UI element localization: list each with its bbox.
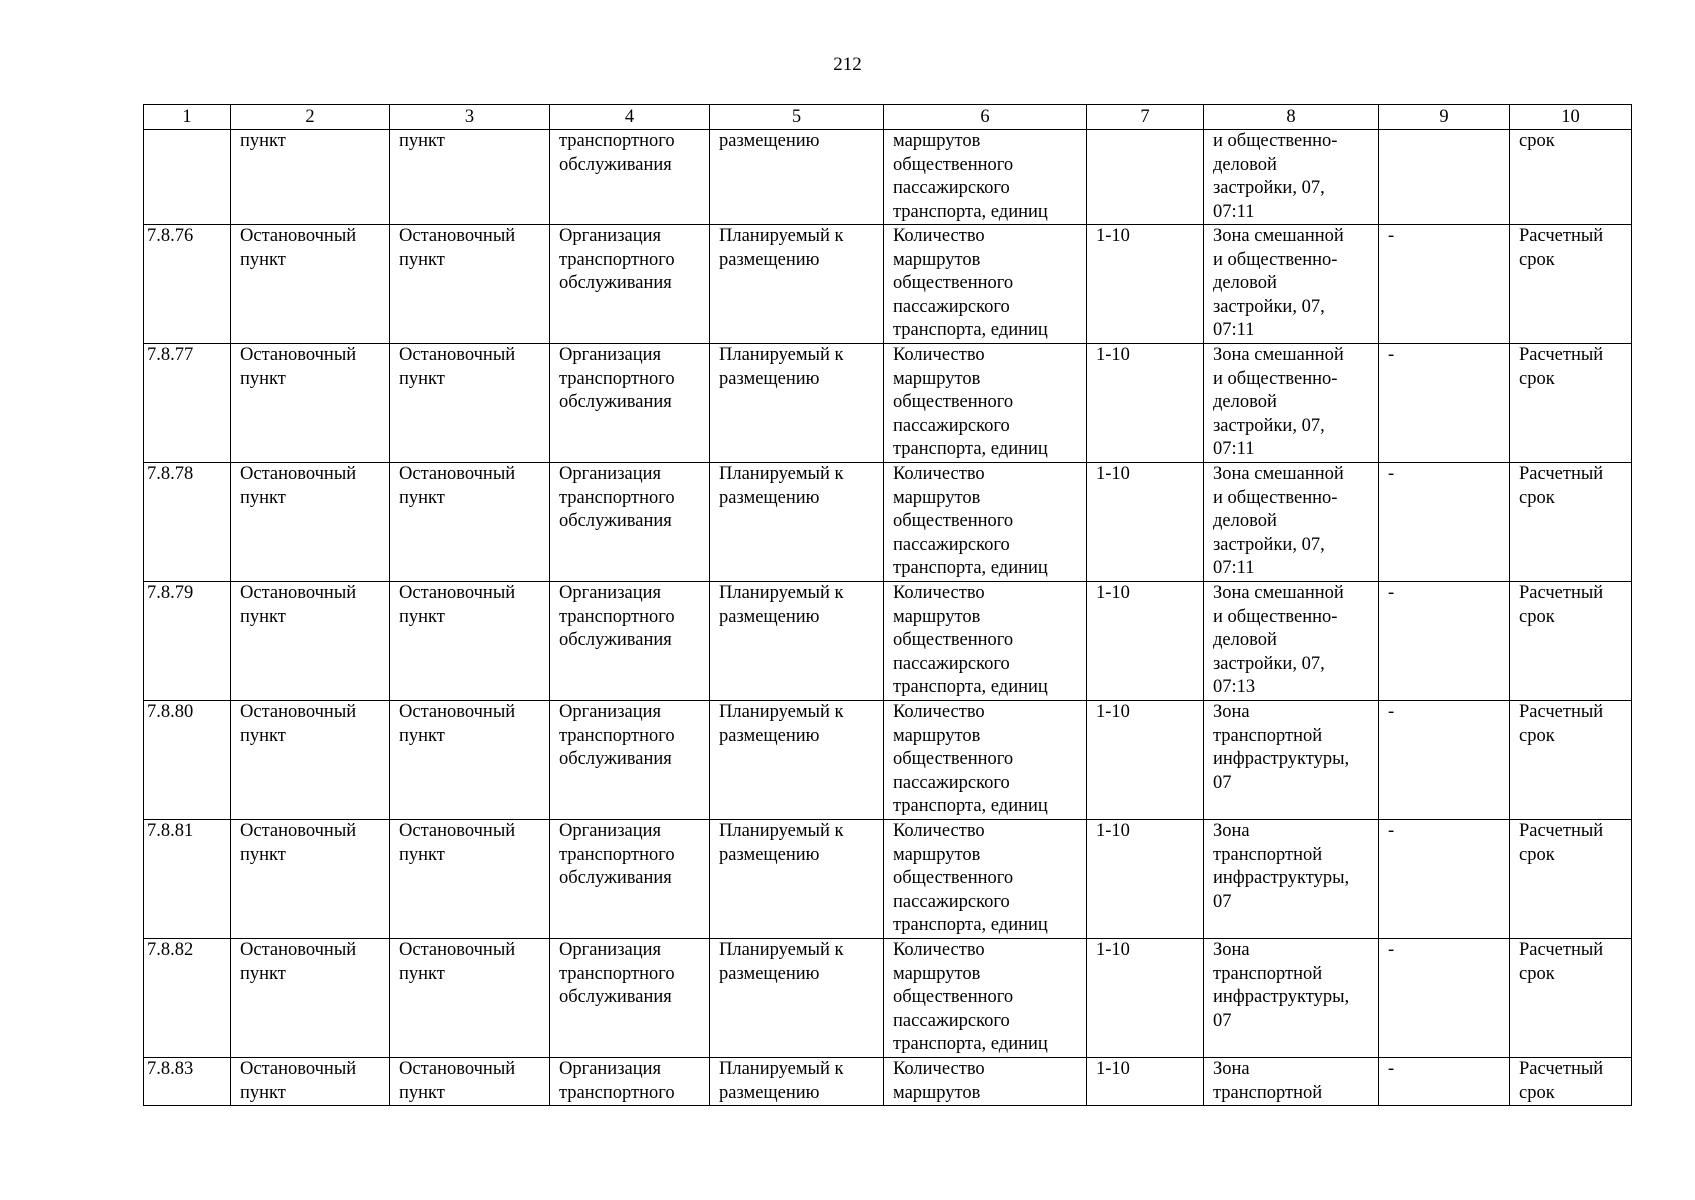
cell-text: 7.8.76 bbox=[147, 226, 194, 246]
cell-text: Организация транспортного обслуживания bbox=[559, 702, 675, 769]
page-number: 212 bbox=[833, 54, 862, 75]
purpose-cell bbox=[550, 701, 710, 820]
purpose-cell bbox=[550, 939, 710, 1058]
row-number-cell bbox=[144, 701, 231, 820]
status-cell bbox=[710, 701, 884, 820]
cell-text: - bbox=[1388, 821, 1395, 841]
term-cell bbox=[1510, 582, 1632, 701]
cell-text: Остановочный пункт bbox=[240, 821, 357, 865]
value-cell bbox=[1087, 939, 1204, 1058]
term-cell bbox=[1510, 463, 1632, 582]
cell-text: Остановочный пункт bbox=[240, 345, 357, 389]
cell-text: Остановочный пункт bbox=[399, 226, 516, 270]
cell-text: - bbox=[1388, 1059, 1395, 1079]
value-cell bbox=[1087, 225, 1204, 344]
protection-zone-cell bbox=[1379, 130, 1510, 225]
protection-zone-cell bbox=[1379, 939, 1510, 1058]
cell-text: и общественно- деловой застройки, 07, 07:11 bbox=[1213, 131, 1338, 222]
cell-text: 7.8.81 bbox=[147, 821, 194, 841]
object-type-cell bbox=[390, 939, 550, 1058]
status-cell bbox=[710, 1058, 884, 1106]
cell-text: 7.8.80 bbox=[147, 702, 194, 722]
object-type-cell bbox=[390, 1058, 550, 1106]
cell-text: Организация транспортного обслуживания bbox=[559, 821, 675, 888]
object-name-cell bbox=[231, 1058, 390, 1106]
cell-text: Расчетный срок bbox=[1519, 1059, 1604, 1103]
term-cell bbox=[1510, 820, 1632, 939]
column-header: 7 bbox=[1087, 105, 1204, 130]
cell-text: 1-10 bbox=[1096, 821, 1130, 841]
column-header: 1 bbox=[144, 105, 231, 130]
cell-text: Количество маршрутов общественного пассажирского транспорта, единиц bbox=[893, 702, 1048, 816]
characteristic-cell bbox=[884, 820, 1087, 939]
cell-text: Остановочный пункт bbox=[399, 345, 516, 389]
cell-text: Расчетный срок bbox=[1519, 940, 1604, 984]
cell-text: Планируемый к размещению bbox=[719, 345, 844, 389]
table-row bbox=[144, 939, 1632, 1058]
cell-text: 1-10 bbox=[1096, 345, 1130, 365]
cell-text: Количество маршрутов общественного пассажирского транспорта, единиц bbox=[893, 345, 1048, 459]
zone-cell bbox=[1204, 939, 1379, 1058]
status-cell bbox=[710, 225, 884, 344]
cell-text: Зона смешанной и общественно- деловой застройки, 07, 07:11 bbox=[1213, 345, 1344, 459]
status-cell bbox=[710, 130, 884, 225]
table-row bbox=[144, 130, 1632, 225]
cell-text: 1-10 bbox=[1096, 464, 1130, 484]
cell-text: Зона смешанной и общественно- деловой застройки, 07, 07:13 bbox=[1213, 583, 1344, 697]
value-cell bbox=[1087, 463, 1204, 582]
object-type-cell bbox=[390, 344, 550, 463]
cell-text: пункт bbox=[399, 131, 445, 151]
cell-text: Расчетный срок bbox=[1519, 821, 1604, 865]
cell-text: Остановочный пункт bbox=[240, 464, 357, 508]
cell-text: размещению bbox=[719, 131, 820, 151]
term-cell bbox=[1510, 130, 1632, 225]
cell-text: 1-10 bbox=[1096, 702, 1130, 722]
object-name-cell bbox=[231, 582, 390, 701]
cell-text: Зона смешанной и общественно- деловой застройки, 07, 07:11 bbox=[1213, 226, 1344, 340]
column-header: 2 bbox=[231, 105, 390, 130]
cell-text: Организация транспортного обслуживания bbox=[559, 226, 675, 293]
cell-text: Остановочный пункт bbox=[399, 821, 516, 865]
characteristic-cell bbox=[884, 463, 1087, 582]
cell-text: 1-10 bbox=[1096, 1059, 1130, 1079]
cell-text: Организация транспортного обслуживания bbox=[559, 464, 675, 531]
cell-text: Количество маршрутов общественного пассажирского транспорта, единиц bbox=[893, 821, 1048, 935]
term-cell bbox=[1510, 225, 1632, 344]
status-cell bbox=[710, 463, 884, 582]
characteristic-cell bbox=[884, 344, 1087, 463]
value-cell bbox=[1087, 701, 1204, 820]
cell-text: срок bbox=[1519, 131, 1555, 151]
cell-text: Планируемый к размещению bbox=[719, 1059, 844, 1103]
purpose-cell bbox=[550, 1058, 710, 1106]
cell-text: 7.8.79 bbox=[147, 583, 194, 603]
cell-text: Остановочный пункт bbox=[240, 940, 357, 984]
cell-text: пункт bbox=[240, 131, 286, 151]
zone-cell bbox=[1204, 582, 1379, 701]
cell-text: 1-10 bbox=[1096, 940, 1130, 960]
protection-zone-cell bbox=[1379, 582, 1510, 701]
object-type-cell bbox=[390, 463, 550, 582]
header-row bbox=[144, 105, 1632, 130]
cell-text: - bbox=[1388, 940, 1395, 960]
cell-text: Остановочный пункт bbox=[399, 1059, 516, 1103]
cell-text: Зона транспортной bbox=[1213, 1059, 1323, 1103]
cell-text: Количество маршрутов общественного пассажирского транспорта, единиц bbox=[893, 464, 1048, 578]
object-type-cell bbox=[390, 225, 550, 344]
object-name-cell bbox=[231, 820, 390, 939]
zone-cell bbox=[1204, 820, 1379, 939]
object-type-cell bbox=[390, 582, 550, 701]
row-number-cell bbox=[144, 344, 231, 463]
zone-cell bbox=[1204, 130, 1379, 225]
characteristic-cell bbox=[884, 701, 1087, 820]
cell-text: Зона транспортной инфраструктуры, 07 bbox=[1213, 940, 1350, 1031]
status-cell bbox=[710, 820, 884, 939]
row-number-cell bbox=[144, 1058, 231, 1106]
purpose-cell bbox=[550, 130, 710, 225]
table-row bbox=[144, 463, 1632, 582]
zone-cell bbox=[1204, 225, 1379, 344]
object-type-cell bbox=[390, 130, 550, 225]
table-row bbox=[144, 225, 1632, 344]
term-cell bbox=[1510, 344, 1632, 463]
characteristic-cell bbox=[884, 939, 1087, 1058]
cell-text: Остановочный пункт bbox=[240, 1059, 357, 1103]
characteristic-cell bbox=[884, 130, 1087, 225]
status-cell bbox=[710, 582, 884, 701]
protection-zone-cell bbox=[1379, 701, 1510, 820]
cell-text: Количество маршрутов bbox=[893, 1059, 985, 1103]
cell-text: Количество маршрутов общественного пассажирского транспорта, единиц bbox=[893, 583, 1048, 697]
row-number-cell bbox=[144, 582, 231, 701]
table-row bbox=[144, 701, 1632, 820]
term-cell bbox=[1510, 939, 1632, 1058]
cell-text: Расчетный срок bbox=[1519, 702, 1604, 746]
zone-cell bbox=[1204, 701, 1379, 820]
column-header: 4 bbox=[550, 105, 710, 130]
cell-text: Планируемый к размещению bbox=[719, 583, 844, 627]
purpose-cell bbox=[550, 463, 710, 582]
cell-text: Расчетный срок bbox=[1519, 464, 1604, 508]
row-number-cell bbox=[144, 463, 231, 582]
value-cell bbox=[1087, 344, 1204, 463]
object-name-cell bbox=[231, 130, 390, 225]
row-number-cell bbox=[144, 820, 231, 939]
term-cell bbox=[1510, 1058, 1632, 1106]
column-header: 6 bbox=[884, 105, 1087, 130]
value-cell bbox=[1087, 820, 1204, 939]
cell-text: Остановочный пункт bbox=[399, 583, 516, 627]
object-name-cell bbox=[231, 939, 390, 1058]
cell-text: - bbox=[1388, 702, 1395, 722]
object-type-cell bbox=[390, 820, 550, 939]
status-cell bbox=[710, 344, 884, 463]
cell-text: Организация транспортного bbox=[559, 1059, 675, 1103]
cell-text: Остановочный пункт bbox=[240, 702, 357, 746]
cell-text: Остановочный пункт bbox=[240, 226, 357, 270]
row-number-cell bbox=[144, 130, 231, 225]
characteristic-cell bbox=[884, 225, 1087, 344]
cell-text: Планируемый к размещению bbox=[719, 226, 844, 270]
purpose-cell bbox=[550, 582, 710, 701]
cell-text: 7.8.82 bbox=[147, 940, 194, 960]
object-name-cell bbox=[231, 344, 390, 463]
column-header: 10 bbox=[1510, 105, 1632, 130]
cell-text: 7.8.78 bbox=[147, 464, 194, 484]
protection-zone-cell bbox=[1379, 463, 1510, 582]
characteristic-cell bbox=[884, 1058, 1087, 1106]
cell-text: Расчетный срок bbox=[1519, 345, 1604, 389]
cell-text: 1-10 bbox=[1096, 583, 1130, 603]
zone-cell bbox=[1204, 1058, 1379, 1106]
purpose-cell bbox=[550, 820, 710, 939]
cell-text: Организация транспортного обслуживания bbox=[559, 583, 675, 650]
table-row bbox=[144, 1058, 1632, 1106]
cell-text: - bbox=[1388, 583, 1395, 603]
status-cell bbox=[710, 939, 884, 1058]
cell-text: Планируемый к размещению bbox=[719, 821, 844, 865]
cell-text: Остановочный пункт bbox=[399, 702, 516, 746]
protection-zone-cell bbox=[1379, 820, 1510, 939]
cell-text: Планируемый к размещению bbox=[719, 940, 844, 984]
characteristic-cell bbox=[884, 582, 1087, 701]
protection-zone-cell bbox=[1379, 1058, 1510, 1106]
value-cell bbox=[1087, 130, 1204, 225]
cell-text: Зона смешанной и общественно- деловой застройки, 07, 07:11 bbox=[1213, 464, 1344, 578]
cell-text: Зона транспортной инфраструктуры, 07 bbox=[1213, 821, 1350, 912]
cell-text: - bbox=[1388, 345, 1395, 365]
cell-text: - bbox=[1388, 464, 1395, 484]
cell-text: 7.8.83 bbox=[147, 1059, 194, 1079]
column-header: 3 bbox=[390, 105, 550, 130]
row-number-cell bbox=[144, 939, 231, 1058]
purpose-cell bbox=[550, 344, 710, 463]
cell-text: Остановочный пункт bbox=[399, 940, 516, 984]
cell-text: маршрутов общественного пассажирского транспорта, единиц bbox=[893, 131, 1048, 222]
protection-zone-cell bbox=[1379, 225, 1510, 344]
term-cell bbox=[1510, 701, 1632, 820]
object-name-cell bbox=[231, 701, 390, 820]
protection-zone-cell bbox=[1379, 344, 1510, 463]
cell-text: Организация транспортного обслуживания bbox=[559, 345, 675, 412]
cell-text: Количество маршрутов общественного пассажирского транспорта, единиц bbox=[893, 226, 1048, 340]
table-row bbox=[144, 820, 1632, 939]
table-row bbox=[144, 344, 1632, 463]
cell-text: транспортного обслуживания bbox=[559, 131, 675, 175]
purpose-cell bbox=[550, 225, 710, 344]
row-number-cell bbox=[144, 225, 231, 344]
cell-text: Остановочный пункт bbox=[240, 583, 357, 627]
cell-text: Планируемый к размещению bbox=[719, 702, 844, 746]
cell-text: Количество маршрутов общественного пассажирского транспорта, единиц bbox=[893, 940, 1048, 1054]
zone-cell bbox=[1204, 344, 1379, 463]
cell-text: Расчетный срок bbox=[1519, 226, 1604, 270]
table-row bbox=[144, 582, 1632, 701]
cell-text: Остановочный пункт bbox=[399, 464, 516, 508]
object-type-cell bbox=[390, 701, 550, 820]
cell-text: Организация транспортного обслуживания bbox=[559, 940, 675, 1007]
column-header: 8 bbox=[1204, 105, 1379, 130]
cell-text: Расчетный срок bbox=[1519, 583, 1604, 627]
object-name-cell bbox=[231, 225, 390, 344]
cell-text: - bbox=[1388, 226, 1395, 246]
cell-text: 7.8.77 bbox=[147, 345, 194, 365]
object-name-cell bbox=[231, 463, 390, 582]
column-header: 5 bbox=[710, 105, 884, 130]
column-header: 9 bbox=[1379, 105, 1510, 130]
data-table bbox=[143, 104, 1632, 1106]
cell-text: Зона транспортной инфраструктуры, 07 bbox=[1213, 702, 1350, 793]
value-cell bbox=[1087, 582, 1204, 701]
cell-text: 1-10 bbox=[1096, 226, 1130, 246]
cell-text: Планируемый к размещению bbox=[719, 464, 844, 508]
zone-cell bbox=[1204, 463, 1379, 582]
value-cell bbox=[1087, 1058, 1204, 1106]
